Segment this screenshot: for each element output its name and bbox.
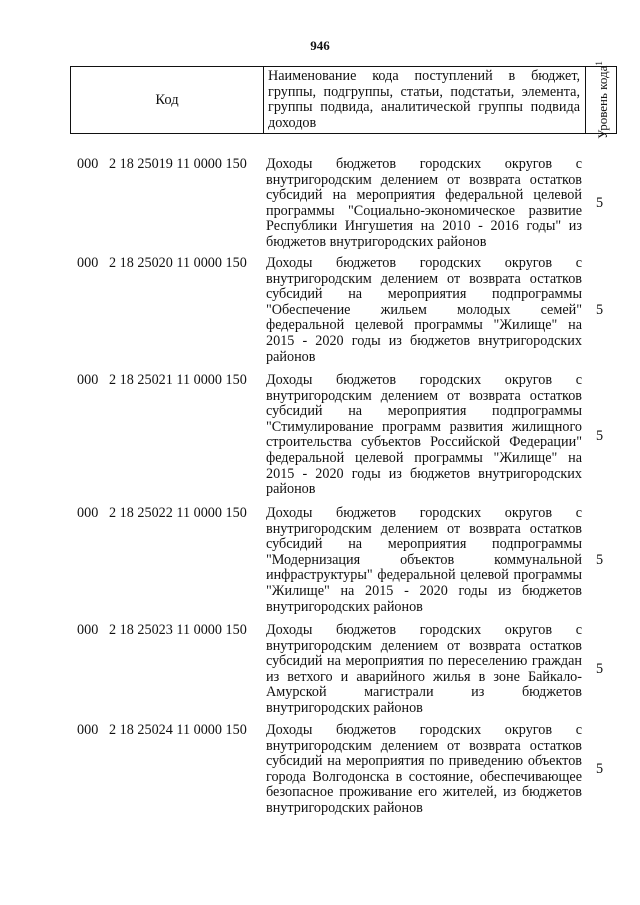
page-number: 946 — [310, 38, 330, 53]
row-prefix: 000 — [77, 505, 99, 521]
row-prefix: 000 — [77, 622, 99, 638]
header-level-column — [586, 61, 616, 139]
row-code: 2 18 25019 11 0000 150 — [109, 156, 247, 172]
row-code: 2 18 25023 11 0000 150 — [109, 622, 247, 638]
row-level: 5 — [596, 428, 604, 444]
row-code: 2 18 25022 11 0000 150 — [109, 505, 247, 521]
row-level: 5 — [596, 761, 604, 777]
row-level: 5 — [596, 302, 604, 318]
header-level-main: Уровень кода — [595, 65, 611, 139]
row-code: 2 18 25024 11 0000 150 — [109, 722, 247, 738]
row-level: 5 — [596, 661, 604, 677]
row-description: Доходы бюджетов городских округов с внутригородским делением от возврата остатков субсидий на мероприятия федеральной целевой программы "Социально-экономическое развитие Республики Ингушетия на 2010 - 2016 годы" из бюджетов внутригородских районов — [266, 156, 582, 250]
row-prefix: 000 — [77, 156, 99, 172]
row-prefix: 000 — [77, 372, 99, 388]
row-description: Доходы бюджетов городских округов с внутригородским делением от возврата остатков субсидий на мероприятия подпрограммы "Обеспечение жильем молодых семей" федеральной целевой программы "Жилище" на 2015 - 2020 годы из бюджетов внутригородских районов — [266, 255, 582, 365]
row-description: Доходы бюджетов городских округов с внутригородским делением от возврата остатков субсидий на мероприятия подпрограммы "Модернизация объектов коммунальной инфраструктуры" федеральной целевой программы "Жилище" на 2015 - 2020 годы из бюджетов внутригородских районов — [266, 505, 582, 615]
row-level: 5 — [596, 195, 604, 211]
header-level-footnote: 1 — [593, 61, 604, 66]
row-level: 5 — [596, 552, 604, 568]
table-header — [70, 61, 617, 139]
row-code: 2 18 25021 11 0000 150 — [109, 372, 247, 388]
header-name-column: Наименование кода поступлений в бюджет, группы, подгруппы, статьи, подстатьи, элемента, группы подвида, аналитической группы подвида доходов — [264, 67, 586, 133]
row-description: Доходы бюджетов городских округов с внутригородским делением от возврата остатков субсидий на мероприятия по приведению объектов города Волгодонска в состояние, обеспечивающее безопасное проживание его жителей, из бюджетов внутригородских районов — [266, 722, 582, 816]
row-code: 2 18 25020 11 0000 150 — [109, 255, 247, 271]
row-prefix: 000 — [77, 722, 99, 738]
row-prefix: 000 — [77, 255, 99, 271]
row-description: Доходы бюджетов городских округов с внутригородским делением от возврата остатков субсидий на мероприятия подпрограммы "Стимулирование программ развития жилищного строительства субъектов Российской Федерации" федеральной целевой программы "Жилище" на 2015 - 2020 годы из бюджетов внутригородских районов — [266, 372, 582, 498]
row-description: Доходы бюджетов городских округов с внутригородским делением от возврата остатков субсидий на мероприятия по переселению граждан из ветхого и аварийного жилья в зоне Байкало-Амурской магистрали из бюджетов внутригородских районов — [266, 622, 582, 716]
header-level-label — [593, 61, 609, 139]
header-code-column: Код — [71, 67, 264, 133]
